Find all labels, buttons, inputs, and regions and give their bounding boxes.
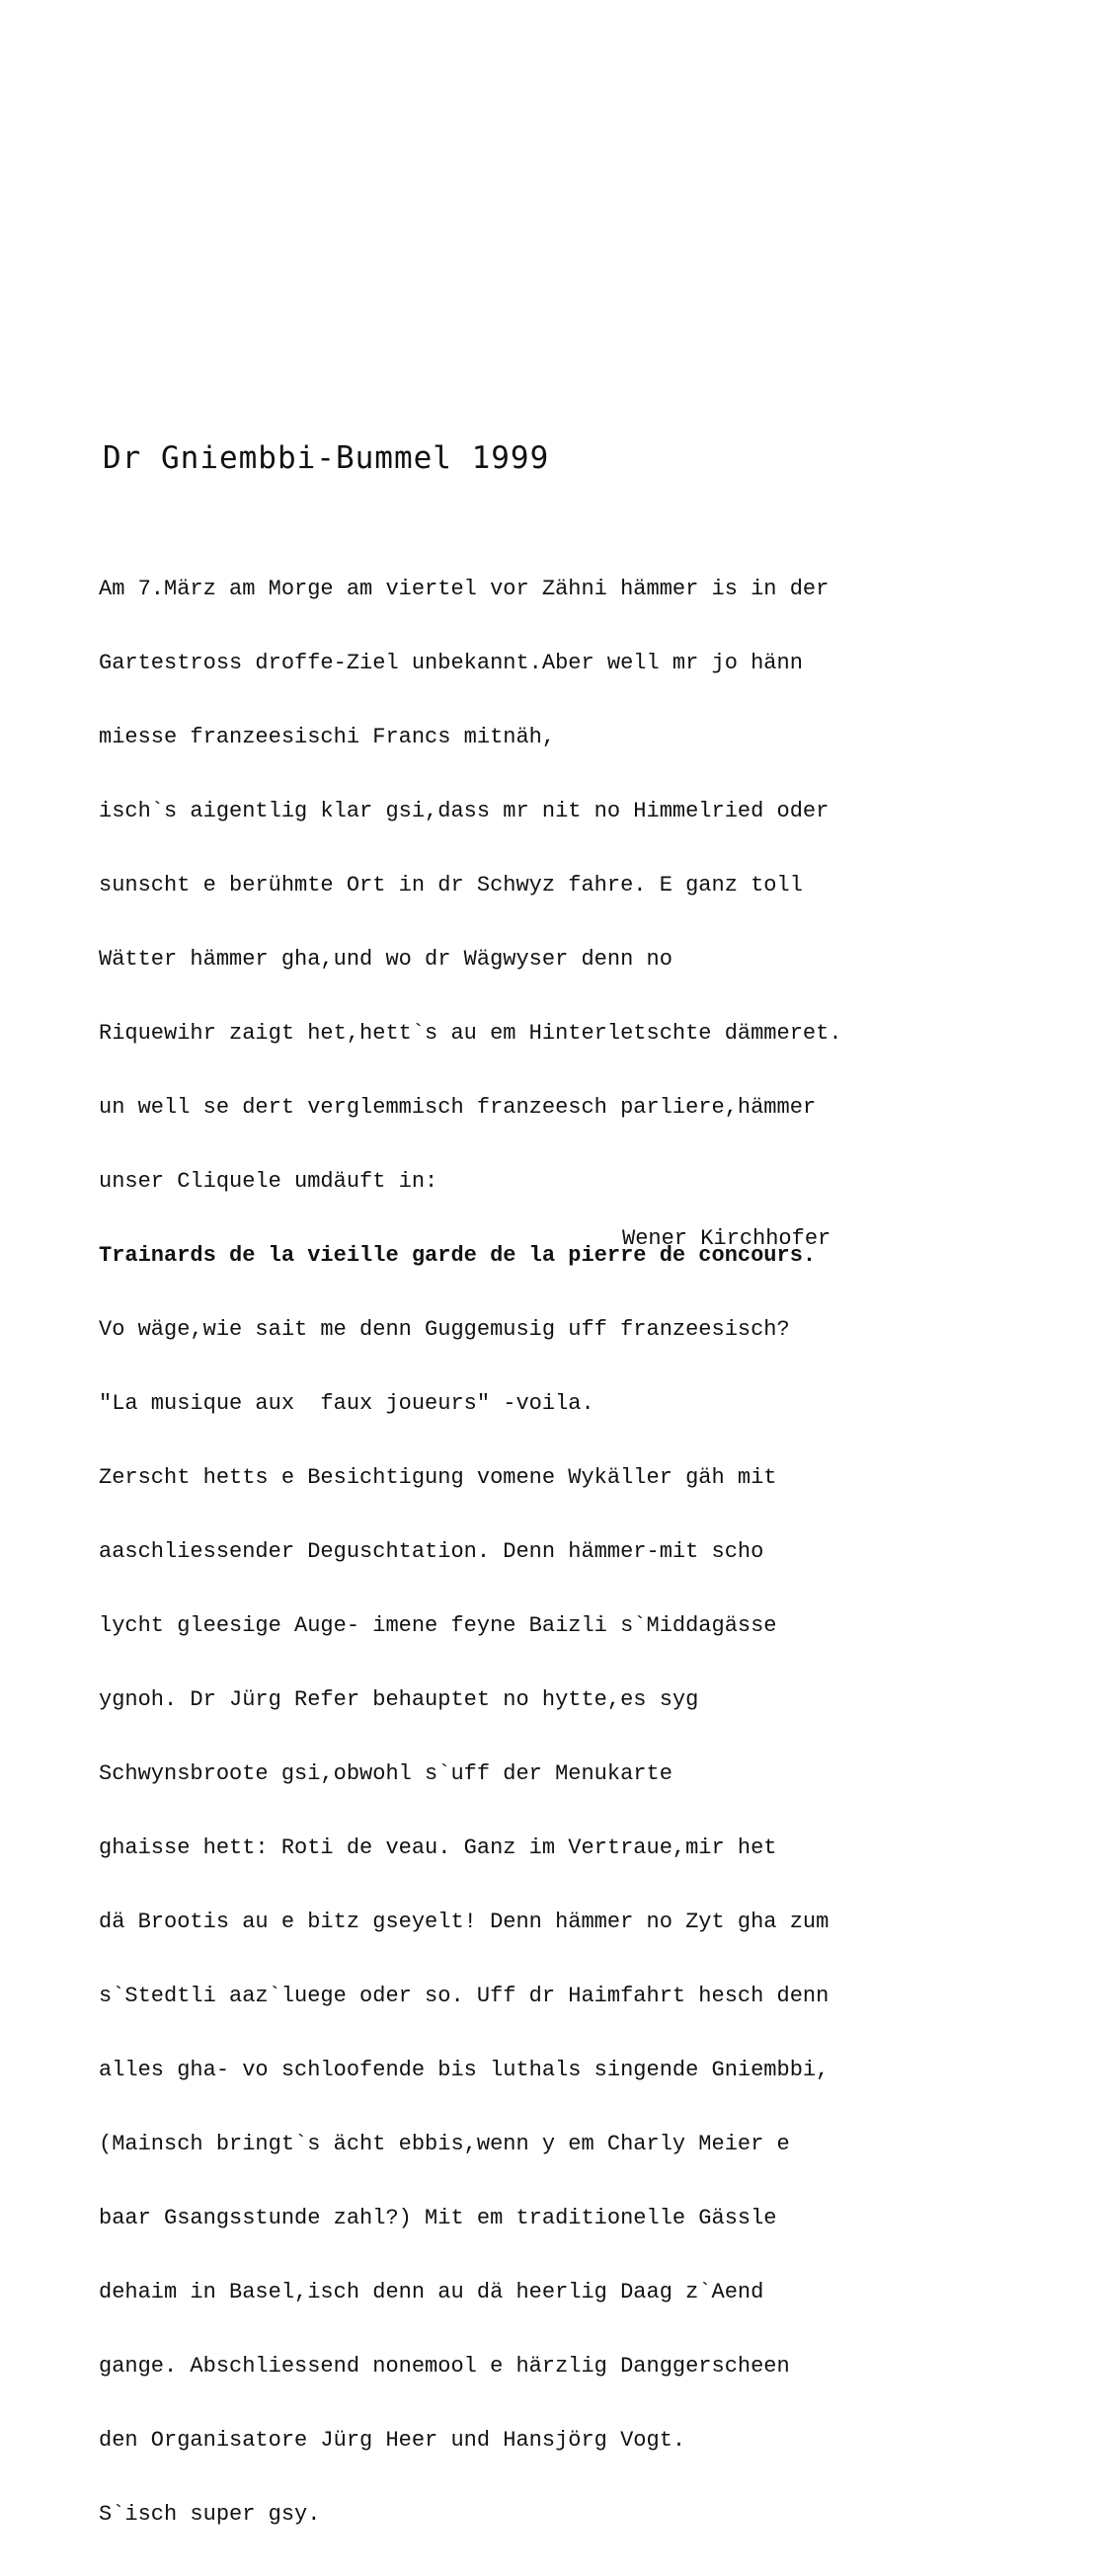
- text-line: miesse franzeesischi Francs mitnäh,: [99, 725, 556, 749]
- text-line: un well se dert verglemmisch franzeesch parliere,hämmer: [99, 1095, 817, 1120]
- text-line: Riquewihr zaigt het,hett`s au em Hinterletschte dämmeret.: [99, 1021, 842, 1046]
- text-line: s`Stedtli aaz`luege oder so. Uff dr Haimfahrt hesch denn: [99, 1984, 830, 2008]
- text-line: "La musique aux faux joueurs" -voila.: [99, 1391, 594, 1416]
- text-line: dä Brootis au e bitz gseyelt! Denn hämmer no Zyt gha zum: [99, 1910, 830, 1934]
- text-line: Gartestross droffe-Ziel unbekannt.Aber well mr jo hänn: [99, 651, 803, 675]
- document-title: Dr Gniembbi-Bummel 1999: [103, 440, 550, 476]
- text-line: S`isch super gsy.: [99, 2502, 321, 2527]
- text-line: dehaim in Basel,isch denn au dä heerlig Daag z`Aend: [99, 2280, 764, 2304]
- body-text: [99, 527, 842, 2576]
- text-line: (Mainsch bringt`s ächt ebbis,wenn y em Charly Meier e: [99, 2132, 790, 2156]
- text-line: alles gha- vo schloofende bis luthals singende Gniembbi,: [99, 2058, 830, 2082]
- text-line: unser Cliquele umdäuft in:: [99, 1169, 438, 1194]
- text-line: Vo wäge,wie sait me denn Guggemusig uff franzeesisch?: [99, 1317, 790, 1342]
- bold-text-line: Trainards de la vieille garde de la pierre de concours.: [99, 1243, 817, 1268]
- text-line: Wätter hämmer gha,und wo dr Wägwyser denn no: [99, 947, 673, 972]
- text-line: isch`s aigentlig klar gsi,dass mr nit no Himmelried oder: [99, 799, 830, 823]
- text-line: ghaisse hett: Roti de veau. Ganz im Vertraue,mir het: [99, 1835, 777, 1860]
- text-line: Zerscht hetts e Besichtigung vomene Wykäller gäh mit: [99, 1465, 777, 1490]
- text-line: den Organisatore Jürg Heer und Hansjörg Vogt.: [99, 2428, 686, 2453]
- text-line: gange. Abschliessend nonemool e härzlig Danggerscheen: [99, 2354, 790, 2379]
- text-line: baar Gsangsstunde zahl?) Mit em traditionelle Gässle: [99, 2206, 777, 2230]
- author-signature: Wener Kirchhofer: [622, 1226, 831, 1251]
- text-line: Schwynsbroote gsi,obwohl s`uff der Menukarte: [99, 1761, 673, 1786]
- text-line: lycht gleesige Auge- imene feyne Baizli s`Middagässe: [99, 1613, 777, 1638]
- text-line: aaschliessender Deguschtation. Denn hämmer-mit scho: [99, 1539, 764, 1564]
- text-line: Am 7.März am Morge am viertel vor Zähni hämmer is in der: [99, 577, 830, 601]
- text-line: ygnoh. Dr Jürg Refer behauptet no hytte,es syg: [99, 1687, 699, 1712]
- text-line: sunscht e berühmte Ort in dr Schwyz fahre. E ganz toll: [99, 873, 803, 898]
